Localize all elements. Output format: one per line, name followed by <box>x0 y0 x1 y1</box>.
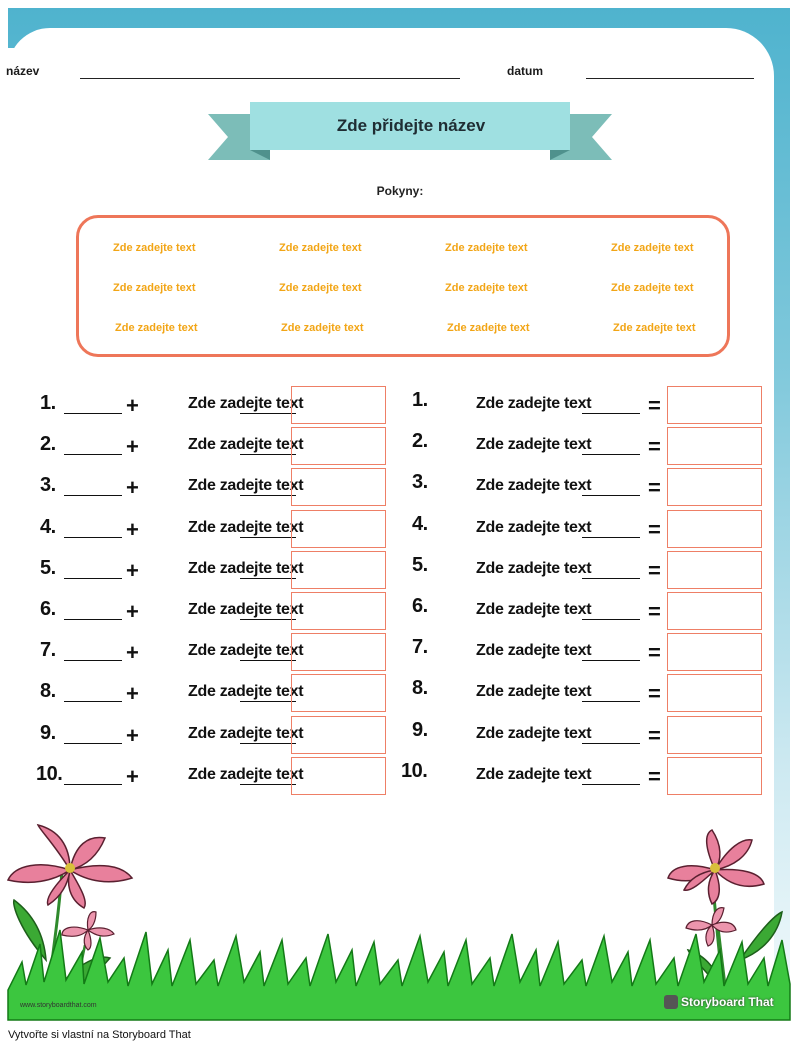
left-row-text[interactable]: Zde zadejte text <box>188 724 304 742</box>
right-row-number: 2. <box>412 430 428 453</box>
equals-sign: = <box>648 475 661 501</box>
word-bank-item[interactable]: Zde zadejte text <box>279 282 362 294</box>
word-bank-item[interactable]: Zde zadejte text <box>281 322 364 334</box>
left-row-text[interactable]: Zde zadejte text <box>188 518 304 536</box>
right-row-text[interactable]: Zde zadejte text <box>476 395 592 412</box>
name-label: název <box>6 64 40 78</box>
equals-sign: = <box>648 434 661 460</box>
left-row-text[interactable]: Zde zadejte text <box>188 642 304 660</box>
left-row-text[interactable]: Zde zadejte text <box>188 395 304 412</box>
date-label: datum <box>507 64 543 78</box>
right-row-number: 3. <box>412 471 428 494</box>
right-row-number: 6. <box>412 595 428 617</box>
right-row-number: 9. <box>412 718 428 741</box>
plus-sign: + <box>126 722 139 748</box>
word-bank-item[interactable]: Zde zadejte text <box>113 282 196 294</box>
right-row-text[interactable]: Zde zadejte text <box>476 683 592 701</box>
equals-sign: = <box>648 393 661 418</box>
left-row-number: 9. <box>40 721 56 744</box>
left-row-number: 5. <box>40 556 56 579</box>
equals-sign: = <box>648 763 661 789</box>
left-row-number: 10. <box>36 762 63 785</box>
plus-sign: + <box>126 516 139 542</box>
word-bank-item[interactable]: Zde zadejte text <box>613 322 696 334</box>
left-row-text[interactable]: Zde zadejte text <box>188 683 304 701</box>
plus-sign: + <box>126 681 139 707</box>
right-row-number: 7. <box>412 636 428 659</box>
left-row-text[interactable]: Zde zadejte text <box>188 601 304 618</box>
left-row-number: 3. <box>40 474 56 497</box>
word-bank-item[interactable]: Zde zadejte text <box>115 322 198 334</box>
equals-sign: = <box>648 722 661 748</box>
equals-sign: = <box>648 557 661 583</box>
plus-sign: + <box>126 763 139 789</box>
plus-sign: + <box>126 475 139 501</box>
left-row-number: 8. <box>40 680 56 703</box>
instructions-label[interactable]: Pokyny: <box>376 184 424 198</box>
right-row-text[interactable]: Zde zadejte text <box>476 642 592 660</box>
right-row-text[interactable]: Zde zadejte text <box>476 436 592 454</box>
left-row-text[interactable]: Zde zadejte text <box>188 559 304 577</box>
left-row-number: 6. <box>40 598 56 620</box>
plus-sign: + <box>126 434 139 460</box>
right-row-number: 10. <box>401 759 428 782</box>
left-row-number: 7. <box>40 639 56 662</box>
word-bank-item[interactable]: Zde zadejte text <box>279 242 362 254</box>
equals-sign: = <box>648 681 661 707</box>
equals-sign: = <box>648 640 661 666</box>
right-row-number: 5. <box>412 553 428 576</box>
equals-sign: = <box>648 516 661 542</box>
right-row-text[interactable]: Zde zadejte text <box>476 477 592 495</box>
plus-sign: + <box>126 557 139 583</box>
word-bank-item[interactable]: Zde zadejte text <box>447 322 530 334</box>
right-row-text[interactable]: Zde zadejte text <box>476 601 592 618</box>
right-row-text[interactable]: Zde zadejte text <box>476 559 592 577</box>
left-row-number: 2. <box>40 433 56 456</box>
equals-sign: = <box>648 599 661 624</box>
plus-sign: + <box>126 393 139 418</box>
logo-text: Storyboard That <box>681 995 774 1009</box>
right-row-text[interactable]: Zde zadejte text <box>476 765 592 783</box>
left-row-number: 4. <box>40 515 56 538</box>
storyboard-logo-icon <box>664 995 678 1009</box>
left-row-text[interactable]: Zde zadejte text <box>188 477 304 495</box>
right-row-text[interactable]: Zde zadejte text <box>476 724 592 742</box>
worksheet-title[interactable]: Zde přidejte název <box>336 116 486 135</box>
storyboardthat-url[interactable]: www.storyboardthat.com <box>20 1002 97 1009</box>
plus-sign: + <box>126 599 139 624</box>
word-bank-item[interactable]: Zde zadejte text <box>445 242 528 254</box>
word-bank-item[interactable]: Zde zadejte text <box>611 242 694 254</box>
plus-sign: + <box>126 640 139 666</box>
left-row-number: 1. <box>40 392 56 414</box>
word-bank-item[interactable]: Zde zadejte text <box>445 282 528 294</box>
right-row-number: 1. <box>412 389 428 411</box>
right-row-number: 4. <box>412 512 428 535</box>
footer-text[interactable]: Vytvořte si vlastní na Storyboard That <box>8 1029 191 1041</box>
right-row-text[interactable]: Zde zadejte text <box>476 518 592 536</box>
right-row-number: 8. <box>412 677 428 700</box>
left-row-text[interactable]: Zde zadejte text <box>188 436 304 454</box>
storyboardthat-logo[interactable] <box>664 994 774 1010</box>
word-bank-item[interactable]: Zde zadejte text <box>611 282 694 294</box>
word-bank-item[interactable]: Zde zadejte text <box>113 242 196 254</box>
left-row-text[interactable]: Zde zadejte text <box>188 765 304 783</box>
